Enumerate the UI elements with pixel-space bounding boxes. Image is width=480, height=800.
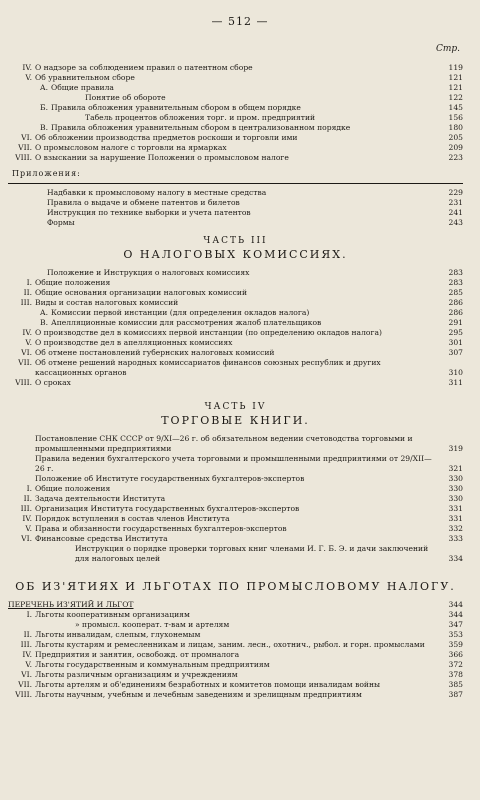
toc-entry-title: Постановление СНК СССР от 9/XI—26 г. об обязательном ведении счетоводства торговыми и промышленными предприятиями <box>35 434 413 453</box>
toc-entry-number: V. <box>25 524 32 533</box>
toc-entry-page: 229 <box>448 188 463 197</box>
toc-entry-page: 180 <box>448 123 463 132</box>
toc-entry-title: Правила о выдаче и обмене патентов и билетов <box>47 198 240 207</box>
toc-entry <box>8 133 463 143</box>
toc-entry-title: Положение и Инструкция о налоговых комиссиях <box>47 268 250 277</box>
toc-entry <box>8 103 463 113</box>
toc-entry-page: 321 <box>448 464 463 473</box>
part4-section-title: ТОРГОВЫЕ КНИГИ. <box>161 414 310 427</box>
toc-entry <box>8 454 463 474</box>
page-column-header: Стр. <box>435 44 460 54</box>
toc-entry-number: IV. <box>22 63 32 72</box>
toc-entry <box>8 358 463 378</box>
toc-entry-page: 311 <box>448 378 463 387</box>
toc-entry-page: 295 <box>448 328 463 337</box>
toc-entry-title: Об отмене постановлений губернских налоговых комиссий <box>35 348 275 357</box>
toc-entry-title: Правила ведения бухгалтерского учета торговыми и промышленными предприятиями от 29/XII—26 г. <box>35 454 432 473</box>
toc-entry-page: 330 <box>448 494 463 503</box>
toc-entry-page: 283 <box>448 278 463 287</box>
toc-entry <box>8 123 463 133</box>
toc-entry-page: 122 <box>448 93 463 102</box>
toc-entry-page: 156 <box>448 113 463 122</box>
toc-entry-number: А. <box>39 308 48 317</box>
toc-entry-number: VI. <box>21 133 32 142</box>
toc-entry-page: 319 <box>448 444 463 453</box>
toc-entry-page: 372 <box>448 660 463 669</box>
toc-entry-title: Льготы кустарям и ремесленникам и лицам, заним. лесн., охотнич., рыбол. и горн. промыслами <box>35 640 425 649</box>
toc-entry-page: 333 <box>448 534 463 543</box>
part3-title: ЧАСТЬ III <box>203 236 268 246</box>
toc-entry-title: Общие положения <box>35 484 111 493</box>
toc-entry-number: V. <box>25 338 32 347</box>
toc-entry-title: Льготы научным, учебным и лечебным заведениям и зрелищным предприятиям <box>35 690 362 699</box>
toc-entry <box>8 278 463 288</box>
toc-entry-page: 241 <box>448 208 463 217</box>
toc-entry-title: Права и обязанности государственных бухгалтеров-экспертов <box>35 524 287 533</box>
toc-entry-number: I. <box>26 610 32 619</box>
divider <box>8 183 463 184</box>
toc-entry-number: VI. <box>21 534 32 543</box>
toc-entry-number: VIII. <box>15 690 32 699</box>
toc-entry-number: II. <box>23 494 32 503</box>
toc-group-part4 <box>8 434 463 564</box>
toc-entry-page: 223 <box>448 153 463 162</box>
toc-entry-number: III. <box>20 298 32 307</box>
toc-entry <box>8 640 463 650</box>
toc-entry <box>8 680 463 690</box>
toc-entry <box>8 188 463 198</box>
toc-entry-page: 121 <box>448 83 463 92</box>
toc-entry <box>8 514 463 524</box>
part5-list-page: 344 <box>448 600 463 609</box>
toc-entry <box>8 113 463 123</box>
toc-entry-page: 387 <box>448 690 463 699</box>
toc-entry-title: » промысл. кооперат. т-вам и артелям <box>75 620 230 629</box>
toc-entry <box>8 143 463 153</box>
toc-entry-page: 301 <box>448 338 463 347</box>
toc-entry-page: 331 <box>448 514 463 523</box>
toc-entry-title: Об уравнительном сборе <box>35 73 135 82</box>
toc-entry <box>8 208 463 218</box>
toc-entry <box>8 484 463 494</box>
toc-entry <box>8 328 463 338</box>
toc-entry-number: VIII. <box>15 153 32 162</box>
toc-entry-number: Б. <box>40 103 48 112</box>
toc-group-part2 <box>8 63 463 163</box>
toc-entry-title: Об отмене решений народных комиссариатов финансов союзных республик и других кассационных органов <box>35 358 381 377</box>
toc-entry-page: 334 <box>448 554 463 563</box>
toc-entry-title: Инструкция по технике выборки и учета патентов <box>47 208 251 217</box>
toc-entry <box>8 268 463 278</box>
toc-entry-title: Задача деятельности Института <box>35 494 166 503</box>
toc-entry-page: 347 <box>448 620 463 629</box>
toc-entry <box>8 153 463 163</box>
toc-entry-title: Организация Института государственных бухгалтеров-экспертов <box>35 504 300 513</box>
toc-entry-number: VIII. <box>15 378 32 387</box>
toc-entry <box>8 198 463 208</box>
toc-entry-page: 209 <box>448 143 463 152</box>
toc-entry-number: А. <box>39 83 48 92</box>
toc-entry <box>8 610 463 620</box>
toc-entry <box>8 494 463 504</box>
toc-entry <box>8 534 463 544</box>
part5-section-title: ОБ ИЗ'ЯТИЯХ И ЛЬГОТАХ ПО ПРОМЫСЛОВОМУ НАЛОГУ. <box>15 580 456 593</box>
toc-entry <box>8 434 463 454</box>
toc-group-appendix <box>8 188 463 228</box>
toc-entry-title: О надзоре за соблюдением правил о патентном сборе <box>35 63 253 72</box>
toc-entry-page: 121 <box>448 73 463 82</box>
toc-entry-number: В. <box>40 123 48 132</box>
toc-entry-title: Надбавки к промысловому налогу в местные средства <box>47 188 267 197</box>
toc-entry-page: 286 <box>448 308 463 317</box>
page-number: — 512 — <box>211 15 269 28</box>
toc-entry-number: V. <box>25 660 32 669</box>
toc-entry-number: II. <box>23 288 32 297</box>
toc-entry-number: I. <box>26 484 32 493</box>
toc-entry-title: Льготы кооперативным организациям <box>35 610 190 619</box>
toc-group-part3 <box>8 268 463 388</box>
toc-entry <box>8 670 463 680</box>
toc-entry <box>8 378 463 388</box>
toc-entry-number: IV. <box>22 514 32 523</box>
toc-entry <box>8 318 463 328</box>
toc-entry-page: 331 <box>448 504 463 513</box>
toc-entry-page: 385 <box>448 680 463 689</box>
toc-entry <box>8 218 463 228</box>
toc-entry-number: IV. <box>22 650 32 659</box>
toc-entry <box>8 298 463 308</box>
toc-entry-title: Формы <box>47 218 75 227</box>
toc-entry-title: Виды и состав налоговых комиссий <box>35 298 179 307</box>
toc-entry-title: О производстве дел в комиссиях первой инстанции (по определению окладов налога) <box>35 328 382 337</box>
toc-entry-page: 310 <box>448 368 463 377</box>
toc-entry-number: III. <box>20 504 32 513</box>
toc-entry-page: 366 <box>448 650 463 659</box>
toc-entry-number: I. <box>26 278 32 287</box>
toc-entry-title: Льготы инвалидам, слепым, глухонемым <box>35 630 201 639</box>
appendix-label: Приложения: <box>12 169 81 178</box>
toc-entry-title: Льготы государственным и коммунальным предприятиям <box>35 660 270 669</box>
toc-entry <box>8 620 463 630</box>
toc-entry-title: Общие правила <box>51 83 114 92</box>
toc-entry <box>8 288 463 298</box>
toc-entry-page: 378 <box>448 670 463 679</box>
toc-entry-page: 231 <box>448 198 463 207</box>
toc-entry-page: 307 <box>448 348 463 357</box>
toc-entry-number: V. <box>25 73 32 82</box>
toc-entry-title: Финансовые средства Института <box>35 534 168 543</box>
toc-entry <box>8 544 463 564</box>
part5-list-title-row <box>8 600 463 610</box>
toc-entry-title: Инструкция о порядке проверки торговых книг членами И. Г. Б. Э. и дачи заключений для налоговых целей <box>75 544 429 563</box>
toc-group-part5 <box>8 610 463 700</box>
toc-entry-title: Апелляционные комиссии для рассмотрения жалоб плательщиков <box>51 318 322 327</box>
toc-entry-page: 344 <box>448 610 463 619</box>
toc-entry <box>8 504 463 514</box>
part5-list-title: ПЕРЕЧЕНЬ ИЗ'ЯТИЙ И ЛЬГОТ <box>8 600 134 609</box>
toc-entry-page: 330 <box>448 474 463 483</box>
toc-entry <box>8 308 463 318</box>
toc-entry-title: Об обложении производства предметов роскоши и торговли ими <box>35 133 298 142</box>
toc-entry-page: 285 <box>448 288 463 297</box>
toc-entry-title: Понятие об обороте <box>85 93 166 102</box>
toc-entry <box>8 73 463 83</box>
toc-entry-title: О взыскании за нарушение Положения о промысловом налоге <box>35 153 289 162</box>
toc-entry <box>8 63 463 73</box>
table-of-contents <box>8 63 463 700</box>
toc-entry-title: Общие основания организации налоговых комиссий <box>35 288 248 297</box>
toc-entry <box>8 83 463 93</box>
toc-entry-number: В. <box>40 318 48 327</box>
toc-entry-page: 359 <box>448 640 463 649</box>
toc-entry-page: 119 <box>448 63 463 72</box>
toc-entry <box>8 348 463 358</box>
toc-entry-title: О сроках <box>35 378 71 387</box>
toc-entry-number: VI. <box>21 670 32 679</box>
toc-entry-number: III. <box>20 640 32 649</box>
toc-entry <box>8 650 463 660</box>
part3-section-title: О НАЛОГОВЫХ КОМИССИЯХ. <box>123 248 348 261</box>
toc-entry-title: Положение об Институте государственных бухгалтеров-экспертов <box>35 474 305 483</box>
toc-entry-title: Комиссии первой инстанции (для определения окладов налога) <box>51 308 310 317</box>
toc-entry <box>8 93 463 103</box>
toc-entry-title: Табель процентов обложения торг. и пром. предприятий <box>85 113 316 122</box>
toc-entry-page: 286 <box>448 298 463 307</box>
toc-entry <box>8 338 463 348</box>
toc-entry-title: Правила обложения уравнительным сбором в общем порядке <box>51 103 301 112</box>
toc-entry-number: VII. <box>18 143 32 152</box>
toc-entry-title: Порядок вступления в состав членов Института <box>35 514 230 523</box>
toc-entry-page: 353 <box>448 630 463 639</box>
toc-entry-number: IV. <box>22 328 32 337</box>
toc-entry-title: Правила обложения уравнительным сбором в централизованном порядке <box>51 123 351 132</box>
toc-entry <box>8 690 463 700</box>
toc-entry <box>8 630 463 640</box>
toc-entry-number: VI. <box>21 348 32 357</box>
toc-entry-page: 291 <box>448 318 463 327</box>
part4-title: ЧАСТЬ IV <box>204 402 267 412</box>
toc-entry <box>8 474 463 484</box>
toc-entry-page: 205 <box>448 133 463 142</box>
toc-entry-title: Предприятия и занятия, освобожд. от промналога <box>35 650 240 659</box>
toc-entry-page: 283 <box>448 268 463 277</box>
toc-entry-page: 330 <box>448 484 463 493</box>
toc-entry-title: О промысловом налоге с торговли на ярмарках <box>35 143 227 152</box>
toc-entry-page: 243 <box>448 218 463 227</box>
toc-entry <box>8 660 463 670</box>
toc-entry-title: Льготы различным организациям и учреждениям <box>35 670 238 679</box>
toc-entry-number: VII. <box>18 358 32 367</box>
toc-entry-title: Общие положения <box>35 278 111 287</box>
toc-entry-title: Льготы артелям и об'единениям безработных и комитетов помощи инвалидам войны <box>35 680 381 689</box>
toc-entry-number: VII. <box>18 680 32 689</box>
toc-entry-number: II. <box>23 630 32 639</box>
toc-entry-page: 145 <box>448 103 463 112</box>
toc-entry <box>8 524 463 534</box>
toc-entry-page: 332 <box>448 524 463 533</box>
toc-entry-title: О производстве дел в апелляционных комиссиях <box>35 338 233 347</box>
